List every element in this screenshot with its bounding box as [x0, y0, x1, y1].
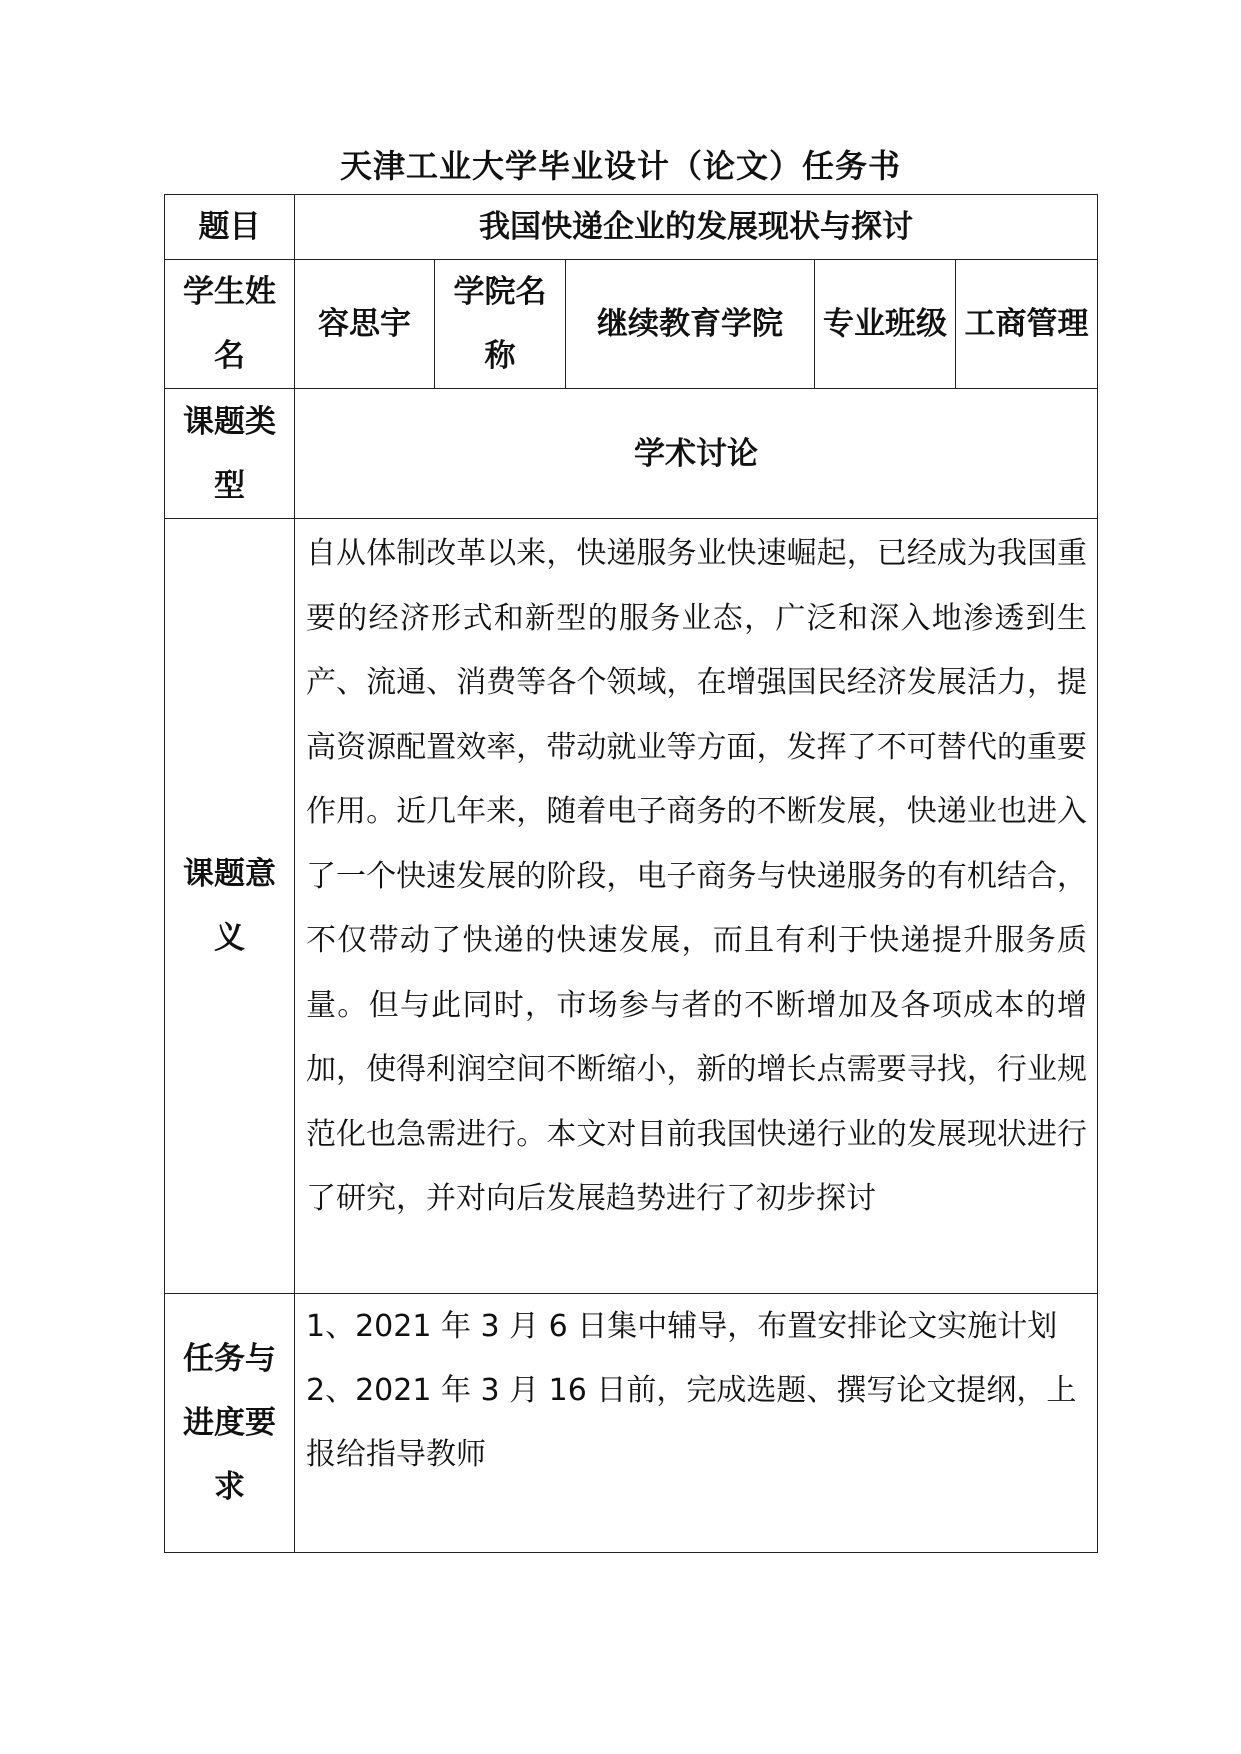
topic-row — [165, 195, 1098, 260]
topic-type-value: 学术讨论 — [295, 389, 1098, 519]
topic-label: 题目 — [165, 195, 295, 260]
significance-row — [165, 519, 1098, 1294]
college-label: 学院名称 — [435, 260, 566, 389]
major-class-label: 专业班级 — [815, 260, 956, 389]
topic-type-row — [165, 389, 1098, 519]
tasks-label: 任务与进度要求 — [165, 1294, 295, 1553]
student-row — [165, 260, 1098, 389]
tasks-row — [165, 1294, 1098, 1553]
tasks-content — [295, 1294, 1098, 1553]
significance-label: 课题意义 — [165, 519, 295, 1294]
student-name-label: 学生姓名 — [165, 260, 295, 389]
task-item: 2、2021 年 3 月 16 日前，完成选题、撰写论文提纲，上报给指导教师 — [306, 1373, 1077, 1472]
major-class-value: 工商管理 — [956, 260, 1098, 389]
significance-text: 自从体制改革以来，快递服务业快速崛起，已经成为我国重要的经济形式和新型的服务业态，广泛和深入地渗透到生产、流通、消费等各个领域，在增强国民经济发展活力，提高资源配置效率，带动就业等方面，发挥了不可替代的重要作用。近几年来，随着电子商务的不断发展，快递业也进入了一个快速发展的阶段，电子商务与快递服务的有机结合，不仅带动了快递的快速发展，而且有利于快递提升服务质量。但与此同时，市场参与者的不断增加及各项成本的增加，使得利润空间不断缩小，新的增长点需要寻找，行业规范化也急需进行。本文对目前我国快递行业的发展现状进行了研究，并对向后发展趋势进行了初步探讨 — [295, 519, 1098, 1294]
college-value: 继续教育学院 — [566, 260, 815, 389]
topic-value: 我国快递企业的发展现状与探讨 — [295, 195, 1098, 260]
task-table — [164, 194, 1098, 1553]
task-item: 1、2021 年 3 月 6 日集中辅导，布置安排论文实施计划 — [306, 1309, 1058, 1344]
student-name-value: 容思宇 — [295, 260, 435, 389]
document-title: 天津工业大学毕业设计（论文）任务书 — [339, 147, 901, 185]
topic-type-label: 课题类型 — [165, 389, 295, 519]
